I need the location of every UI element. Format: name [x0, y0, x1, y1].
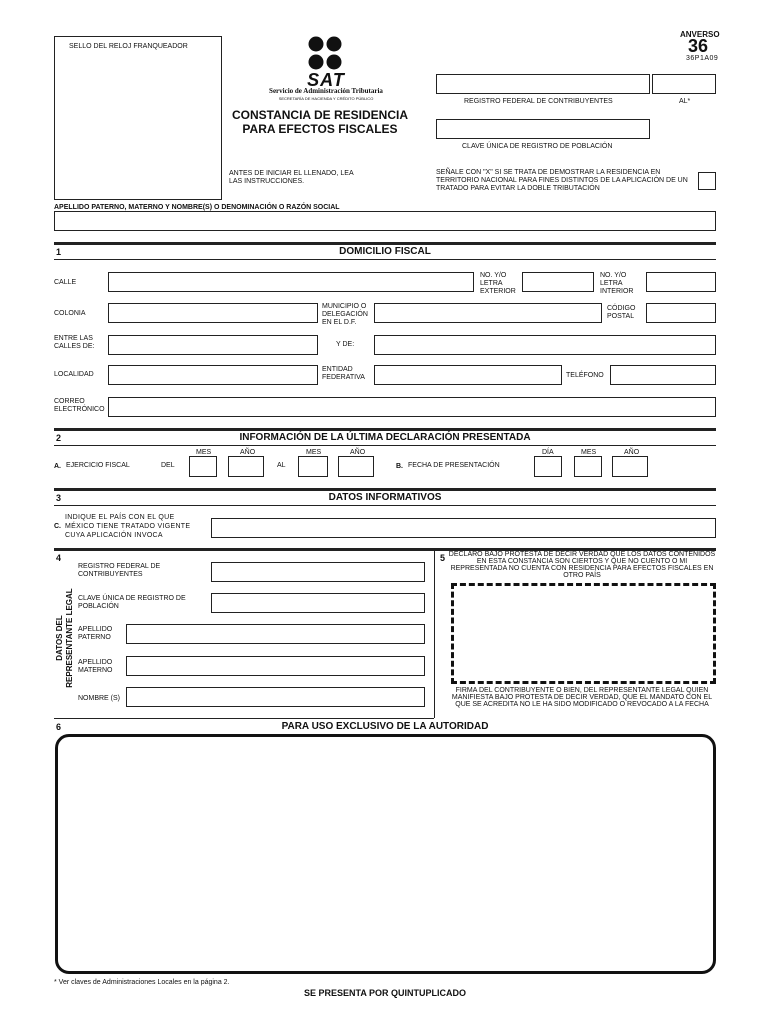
entre-input[interactable]: [108, 335, 318, 355]
entre-label: ENTRE LAS CALLES DE:: [54, 335, 95, 350]
entidad-label: ENTIDAD FEDERATIVA: [322, 366, 365, 381]
al-anio-input[interactable]: [338, 456, 374, 477]
anio-label-3: AÑO: [624, 449, 640, 456]
s4-curp-input[interactable]: [211, 593, 425, 613]
no-int-input[interactable]: [646, 272, 716, 292]
section1-rule: [54, 242, 716, 245]
yde-input[interactable]: [374, 335, 716, 355]
correo-label: CORREO ELECTRÓNICO: [54, 398, 105, 413]
del-anio-input[interactable]: [228, 456, 264, 477]
section3-underline: [54, 505, 716, 506]
fecha-anio-input[interactable]: [612, 456, 648, 477]
telefono-input[interactable]: [610, 365, 716, 385]
section4-5-divider: [434, 548, 435, 718]
s5-declaro: DECLARO BAJO PROTESTA DE DECIR VERDAD QUE LOS DATOS CONTENIDOS EN ESTA CONSTANCIA SON CIERTOS Y QUE NO CUENTO O MI REPRESENTADA NO CUENTA CON RESIDENCIA PARA EFECTOS FISCALES EN OTRO PAÍS: [448, 551, 716, 579]
pais-label: INDIQUE EL PAÍS CON EL QUE MÉXICO TIENE TRATADO VIGENTE CUYA APLICACIÓN INVOCA: [65, 514, 191, 539]
s4-rfc-input[interactable]: [211, 562, 425, 582]
s4-curp-label: CLAVE ÚNICA DE REGISTRO DE POBLACIÓN: [78, 595, 186, 610]
senale-text: SEÑALE CON "X" SI SE TRATA DE DEMOSTRAR LA RESIDENCIA EN TERRITORIO NACIONAL PARA FINES DISTINTOS DE LA APLICACIÓN DE UN TRATADO PARA EVITAR LA DOBLE TRIBUTACIÓN: [436, 169, 688, 192]
section2-underline: [54, 445, 716, 446]
s4-paterno-input[interactable]: [126, 624, 425, 644]
title-line1: CONSTANCIA DE RESIDENCIA: [231, 108, 408, 122]
correo-input[interactable]: [108, 397, 716, 417]
municipio-input[interactable]: [374, 303, 602, 323]
sat-service: Servicio de Administración Tributaria: [269, 87, 383, 95]
colonia-input[interactable]: [108, 303, 318, 323]
no-int-label: NO. Y/O LETRA INTERIOR: [600, 272, 634, 295]
anverso-label: ANVERSO: [680, 30, 720, 39]
curp-input[interactable]: [436, 119, 650, 139]
al-label: AL*: [679, 98, 691, 105]
telefono-label: TELÉFONO: [566, 372, 604, 379]
section6-number: 6: [56, 722, 62, 732]
form-number: 36: [688, 36, 709, 56]
autoridad-box[interactable]: [55, 734, 716, 974]
ejercicio-label: EJERCICIO FISCAL: [66, 462, 130, 469]
rfc-input[interactable]: [436, 74, 650, 94]
form-title: [220, 108, 420, 136]
fecha-label: FECHA DE PRESENTACIÓN: [408, 462, 500, 469]
yde-label: Y DE:: [336, 341, 355, 348]
pais-input[interactable]: [211, 518, 716, 538]
sello-label: SELLO DEL RELOJ FRANQUEADOR: [69, 43, 188, 50]
s4-nombre-input[interactable]: [126, 687, 425, 707]
instrucciones-text: ANTES DE INICIAR EL LLENADO, LEA LAS INSTRUCCIONES.: [229, 170, 354, 185]
s4-nombre-label: NOMBRE (S): [78, 695, 120, 702]
al-mes-input[interactable]: [298, 456, 328, 477]
al-label: AL: [277, 462, 286, 469]
section1-number: 1: [56, 247, 62, 257]
no-ext-label: NO. Y/O LETRA EXTERIOR: [480, 272, 516, 295]
c-letter: C.: [54, 523, 61, 530]
del-mes-input[interactable]: [189, 456, 217, 477]
senale-checkbox[interactable]: [698, 172, 716, 190]
localidad-input[interactable]: [108, 365, 318, 385]
form-code: 36P1A09: [686, 55, 719, 62]
colonia-label: COLONIA: [54, 310, 86, 317]
section3-rule: [54, 488, 716, 491]
section2-title: INFORMACIÓN DE LA ÚLTIMA DECLARACIÓN PRESENTADA: [239, 432, 531, 443]
rfc-label: REGISTRO FEDERAL DE CONTRIBUYENTES: [464, 98, 613, 105]
s4-paterno-label: APELLIDO PATERNO: [78, 626, 113, 641]
mes-label-1: MES: [196, 449, 212, 456]
section3-title: DATOS INFORMATIVOS: [328, 492, 442, 503]
sat-logo-icon: [308, 36, 342, 70]
section2-number: 2: [56, 433, 62, 443]
calle-input[interactable]: [108, 272, 474, 292]
curp-label: CLAVE ÚNICA DE REGISTRO DE POBLACIÓN: [462, 143, 613, 150]
b-letter: B.: [396, 463, 403, 470]
section4-number: 4: [56, 553, 62, 563]
footer-note: * Ver claves de Administraciones Locales en la página 2.: [54, 979, 230, 986]
sat-logo-text: SAT: [307, 70, 345, 90]
sat-secretaria: SECRETARÍA DE HACIENDA Y CRÉDITO PÚBLICO: [278, 96, 374, 101]
cp-label: CÓDIGO POSTAL: [607, 305, 636, 320]
s5-firma: FIRMA DEL CONTRIBUYENTE O BIEN, DEL REPRESENTANTE LEGAL QUIEN MANIFIESTA BAJO PROTESTA DE DECIR VERDAD, QUE EL MANDATO CON EL QUE SE ACREDITA NO LE HA SIDO MODIFICADO O REVOCADO A LA FECHA: [451, 687, 713, 708]
s4-materno-label: APELLIDO MATERNO: [78, 659, 113, 674]
sello-box: [54, 36, 222, 200]
section4-bottom-line: [54, 718, 434, 719]
section5-number: 5: [440, 553, 446, 563]
firma-box[interactable]: [451, 583, 716, 684]
mes-label-3: MES: [581, 449, 597, 456]
a-letter: A.: [54, 463, 61, 470]
del-label: DEL: [161, 462, 175, 469]
nombre-label: APELLIDO PATERNO, MATERNO Y NOMBRE(S) O DENOMINACIÓN O RAZÓN SOCIAL: [54, 204, 340, 211]
s4-rfc-label: REGISTRO FEDERAL DE CONTRIBUYENTES: [78, 563, 161, 578]
s4-materno-input[interactable]: [126, 656, 425, 676]
section2-rule: [54, 428, 716, 431]
section3-number: 3: [56, 493, 62, 503]
title-line2: PARA EFECTOS FISCALES: [242, 122, 398, 136]
footer-quintuplicado: SE PRESENTA POR QUINTUPLICADO: [303, 988, 466, 998]
mes-label-2: MES: [306, 449, 322, 456]
municipio-label: MUNICIPIO O DELEGACIÓN EN EL D.F.: [322, 303, 368, 326]
localidad-label: LOCALIDAD: [54, 371, 94, 378]
cp-input[interactable]: [646, 303, 716, 323]
fecha-mes-input[interactable]: [574, 456, 602, 477]
al-input[interactable]: [652, 74, 716, 94]
calle-label: CALLE: [54, 279, 77, 286]
entidad-input[interactable]: [374, 365, 562, 385]
section1-underline: [54, 259, 716, 260]
anio-label-1: AÑO: [240, 449, 256, 456]
s4-vertical-label: DATOS DEL REPRESENTANTE LEGAL: [55, 588, 74, 688]
anio-label-2: AÑO: [350, 449, 366, 456]
fecha-dia-input[interactable]: [534, 456, 562, 477]
section1-title: DOMICILIO FISCAL: [339, 246, 431, 257]
no-ext-input[interactable]: [522, 272, 594, 292]
section6-title: PARA USO EXCLUSIVO DE LA AUTORIDAD: [281, 721, 489, 732]
nombre-input[interactable]: [54, 211, 716, 231]
dia-label: DÍA: [542, 449, 554, 456]
